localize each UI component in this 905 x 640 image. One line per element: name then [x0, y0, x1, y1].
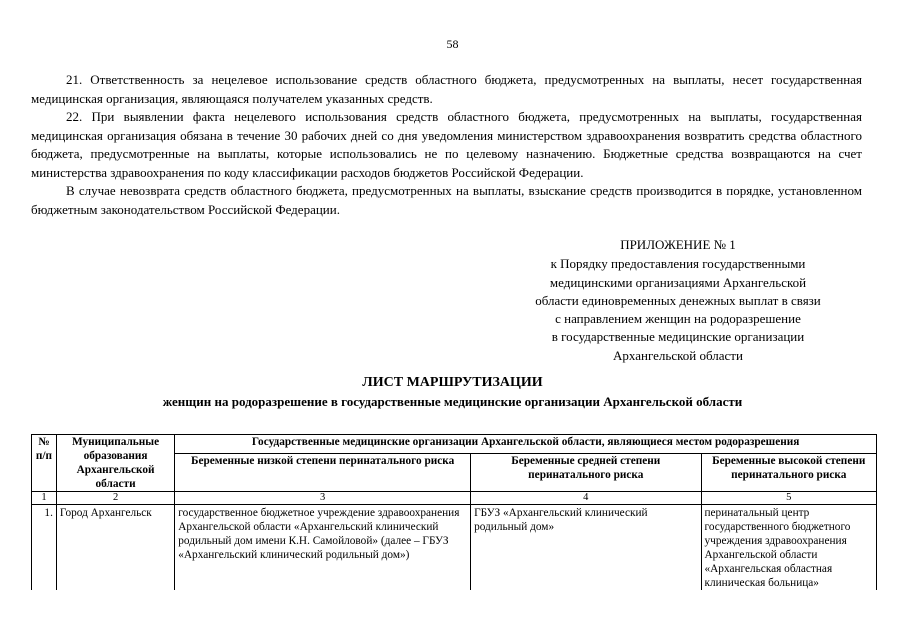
- column-number: 1: [32, 492, 57, 505]
- paragraph-22: 22. При выявлении факта нецелевого использования средств областного бюджета, предусмотренных на выплаты, государственная медицинская организация обязана в течение 30 рабочих дней со дня уведомления министерством здравоохранения возвратить средства областного бюджета, предусмотренные на выплаты, которые использовались не по целевому назначению. Бюджетные средства возвращаются на счет министерства здравоохранения по коду классификации расходов бюджетов Российской Федерации.: [31, 109, 862, 180]
- header-municipality: Муниципальные образования Архангельской области: [56, 435, 174, 492]
- paragraph-21: 21. Ответственность за нецелевое использование средств областного бюджета, предусмотренных на выплаты, несет государственная медицинская организация, являющаяся получателем указанных средств.: [31, 72, 862, 106]
- document-title: ЛИСТ МАРШРУТИЗАЦИИ: [362, 375, 543, 390]
- appendix-line: Архангельской области: [613, 347, 743, 363]
- header-low-risk: Беременные низкой степени перинатального риска: [175, 454, 471, 492]
- appendix-line: в государственные медицинские организации: [551, 329, 805, 345]
- column-number: 2: [56, 492, 174, 505]
- appendix-line: области единовременных денежных выплат в связи: [535, 292, 821, 308]
- header-organizations: Государственные медицинские организации Архангельской области, являющиеся местом родоразрешения: [175, 435, 877, 454]
- column-number: 4: [471, 492, 701, 505]
- row-municipality: Город Архангельск: [56, 505, 174, 591]
- appendix-line: медицинскими организациями Архангельской: [549, 274, 807, 290]
- paragraph-non-return: В случае невозврата средств областного бюджета, предусмотренных на выплаты, взыскание средств производится в порядке, установленном бюджетным законодательством Российской Федерации.: [31, 183, 862, 217]
- document-subtitle: женщин на родоразрешение в государственные медицинские организации Архангельской области: [162, 394, 743, 409]
- row-medium-risk-organization: ГБУЗ «Архангельский клинический родильный дом»: [471, 505, 701, 591]
- column-number-row: [32, 492, 877, 505]
- row-low-risk-organization: государственное бюджетное учреждение здравоохранения Архангельской области «Архангельский клинический родильный дом имени К.Н. Самойловой» (далее – ГБУЗ «Архангельский клинический родильный дом»): [175, 505, 471, 591]
- header-high-risk: Беременные высокой степени перинатального риска: [701, 454, 877, 492]
- page-number: 58: [446, 37, 459, 51]
- header-medium-risk: Беременные средней степени перинатального риска: [471, 454, 701, 492]
- table-row: [32, 505, 877, 591]
- appendix-title: ПРИЛОЖЕНИЕ № 1: [620, 237, 736, 252]
- row-high-risk-organization: перинатальный центр государственного бюджетного учреждения здравоохранения Архангельской области «Архангельская областная клиническая больница»: [701, 505, 877, 591]
- column-number: 5: [701, 492, 877, 505]
- header-number: № п/п: [32, 435, 57, 492]
- appendix-block: [500, 236, 856, 365]
- row-number: 1.: [32, 505, 57, 591]
- appendix-line: к Порядку предоставления государственными: [550, 256, 806, 272]
- table-header-row: [32, 435, 877, 454]
- body-text: [31, 71, 862, 219]
- column-number: 3: [175, 492, 471, 505]
- routing-table: [31, 434, 877, 590]
- appendix-line: с направлением женщин на родоразрешение: [555, 311, 801, 327]
